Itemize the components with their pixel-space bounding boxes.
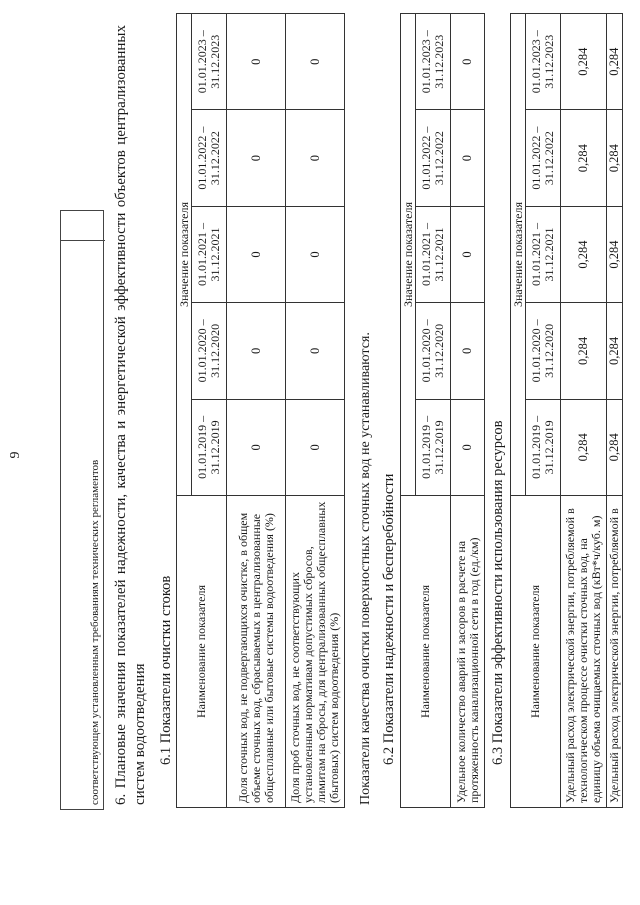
indicator-name: Доля проб сточных вод, не соответствующих установленным нормативам допустимых сбросов, лимитам на сбросы, для централизованных общесплавных (бытовых) систем водоотведения (%) — [286, 496, 345, 808]
indicator-value: 0 — [451, 110, 485, 206]
period-header: 01.01.2020 – 31.12.2020 — [526, 303, 561, 399]
section-6-3-title: 6.3 Показатели эффективности использования ресурсов — [490, 420, 506, 765]
period-header: 01.01.2021 – 31.12.2021 — [526, 206, 561, 302]
indicator-name: Удельный расход электрической энергии, потребляемой в — [607, 496, 623, 808]
section-6-2-title: 6.2 Показатели надежности и бесперебойности — [381, 473, 397, 765]
indicator-value: 0 — [227, 206, 286, 302]
period-header: 01.01.2020 – 31.12.2020 — [192, 303, 227, 399]
indicator-value: 0 — [227, 399, 286, 495]
period-header: 01.01.2019 – 31.12.2019 — [192, 399, 227, 495]
period-header: 01.01.2021 – 31.12.2021 — [416, 206, 451, 302]
table-row — [561, 14, 607, 808]
section-6-1-title: 6.1 Показатели очистки стоков — [158, 575, 174, 765]
indicator-value: 0,284 — [607, 399, 623, 495]
indicator-value: 0 — [286, 110, 345, 206]
section-heading: 6. Плановые значения показателей надежности, качества и энергетической эффективности объектов централизованных систем водоотведения — [113, 25, 148, 805]
indicator-name: Удельное количество аварий и засоров в расчете на протяженность канализационной сети в год (ед./км) — [451, 496, 485, 808]
top-note-divider — [61, 240, 105, 241]
indicator-value: 0 — [451, 303, 485, 399]
indicator-value: 0,284 — [607, 206, 623, 302]
table-row — [607, 14, 623, 808]
table-row — [286, 14, 345, 808]
col-name-header: Наименование показателя — [401, 496, 451, 808]
period-header: 01.01.2019 – 31.12.2019 — [416, 399, 451, 495]
table-6-2 — [400, 13, 485, 808]
indicator-value: 0,284 — [607, 303, 623, 399]
col-group-header: Значение показателя — [511, 14, 526, 496]
indicator-value: 0 — [286, 303, 345, 399]
indicator-value: 0,284 — [607, 14, 623, 110]
indicator-value: 0 — [451, 14, 485, 110]
indicator-value: 0 — [286, 14, 345, 110]
period-header: 01.01.2019 – 31.12.2019 — [526, 399, 561, 495]
period-header: 01.01.2023 – 31.12.2023 — [526, 14, 561, 110]
period-header: 01.01.2022 – 31.12.2022 — [416, 110, 451, 206]
indicator-value: 0,284 — [561, 303, 607, 399]
period-header: 01.01.2021 – 31.12.2021 — [192, 206, 227, 302]
table-row — [451, 14, 485, 808]
period-header: 01.01.2023 – 31.12.2023 — [192, 14, 227, 110]
indicator-value: 0 — [227, 14, 286, 110]
indicator-value: 0,284 — [561, 110, 607, 206]
table-6-3 — [510, 13, 623, 808]
page-number: 9 — [8, 451, 23, 459]
period-header: 01.01.2022 – 31.12.2022 — [526, 110, 561, 206]
period-header: 01.01.2020 – 31.12.2020 — [416, 303, 451, 399]
table-6-1 — [176, 13, 345, 808]
col-name-header: Наименование показателя — [511, 496, 561, 808]
indicator-value: 0,284 — [607, 110, 623, 206]
col-group-header: Значение показателя — [401, 14, 416, 496]
col-group-header: Значение показателя — [177, 14, 192, 496]
top-note-text: соответствующем установленным требованиям технических регламентов — [89, 459, 101, 805]
indicator-value: 0 — [286, 399, 345, 495]
table-row — [227, 14, 286, 808]
indicator-value: 0 — [227, 303, 286, 399]
period-header: 01.01.2023 – 31.12.2023 — [416, 14, 451, 110]
indicator-value: 0,284 — [561, 14, 607, 110]
indicator-value: 0 — [451, 206, 485, 302]
indicator-value: 0,284 — [561, 399, 607, 495]
surface-water-note: Показатели качества очистки поверхностных сточных вод не устанавливаются. — [358, 332, 373, 805]
top-note-table — [60, 210, 104, 810]
indicator-value: 0 — [451, 399, 485, 495]
indicator-value: 0,284 — [561, 206, 607, 302]
indicator-value: 0 — [227, 110, 286, 206]
indicator-name: Доля сточных вод, не подвергающихся очистке, в общем объеме сточных вод, сбрасываемых в централизованные общесплавные или бытовые системы водоотведения (%) — [227, 496, 286, 808]
period-header: 01.01.2022 – 31.12.2022 — [192, 110, 227, 206]
indicator-value: 0 — [286, 206, 345, 302]
indicator-name: Удельный расход электрической энергии, потребляемой в технологическом процессе очистки сточных вод, на единицу объема очищаемых сточных вод (кВт*ч/куб. м) — [561, 496, 607, 808]
col-name-header: Наименование показателя — [177, 496, 227, 808]
